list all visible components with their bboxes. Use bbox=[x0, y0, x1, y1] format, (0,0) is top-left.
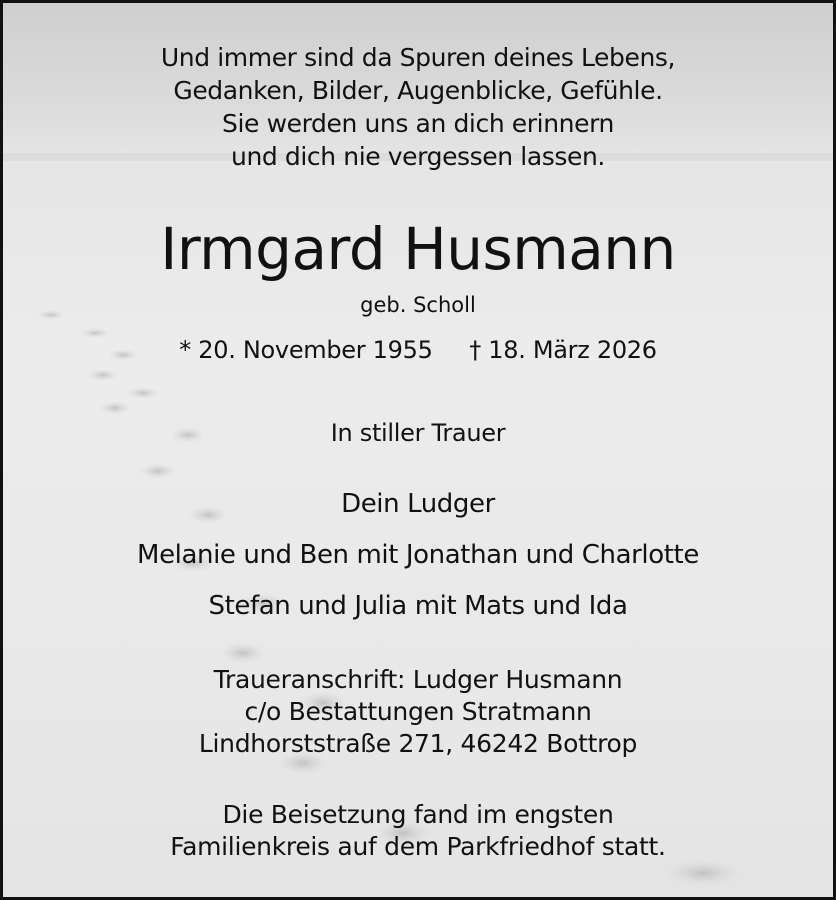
burial-note-line-2: Familienkreis auf dem Parkfriedhof statt. bbox=[170, 832, 666, 861]
address-line-2: c/o Bestattungen Stratmann bbox=[244, 697, 592, 726]
family-line-1: Dein Ludger bbox=[341, 489, 495, 519]
address-line-3: Lindhorststraße 271, 46242 Bottrop bbox=[198, 729, 638, 758]
poem-line-2: Gedanken, Bilder, Augenblicke, Gefühle. bbox=[173, 76, 663, 105]
life-dates bbox=[3, 336, 833, 364]
mourning-phrase: In stiller Trauer bbox=[330, 419, 506, 447]
poem-line-4: und dich nie vergessen lassen. bbox=[231, 142, 605, 171]
deceased-name: Irmgard Husmann bbox=[160, 215, 676, 283]
address-line-1: Traueranschrift: Ludger Husmann bbox=[213, 665, 623, 694]
death-date: † 18. März 2026 bbox=[469, 336, 657, 364]
burial-note-line-1: Die Beisetzung fand im engsten bbox=[222, 800, 614, 829]
poem-line-3: Sie werden uns an dich erinnern bbox=[222, 109, 614, 138]
poem-line-1: Und immer sind da Spuren deines Lebens, bbox=[160, 43, 676, 72]
family-line-2: Melanie und Ben mit Jonathan und Charlotte bbox=[137, 540, 699, 570]
birth-date: * 20. November 1955 bbox=[179, 336, 433, 364]
maiden-name: geb. Scholl bbox=[360, 293, 476, 317]
family-line-3: Stefan und Julia mit Mats und Ida bbox=[208, 591, 628, 621]
